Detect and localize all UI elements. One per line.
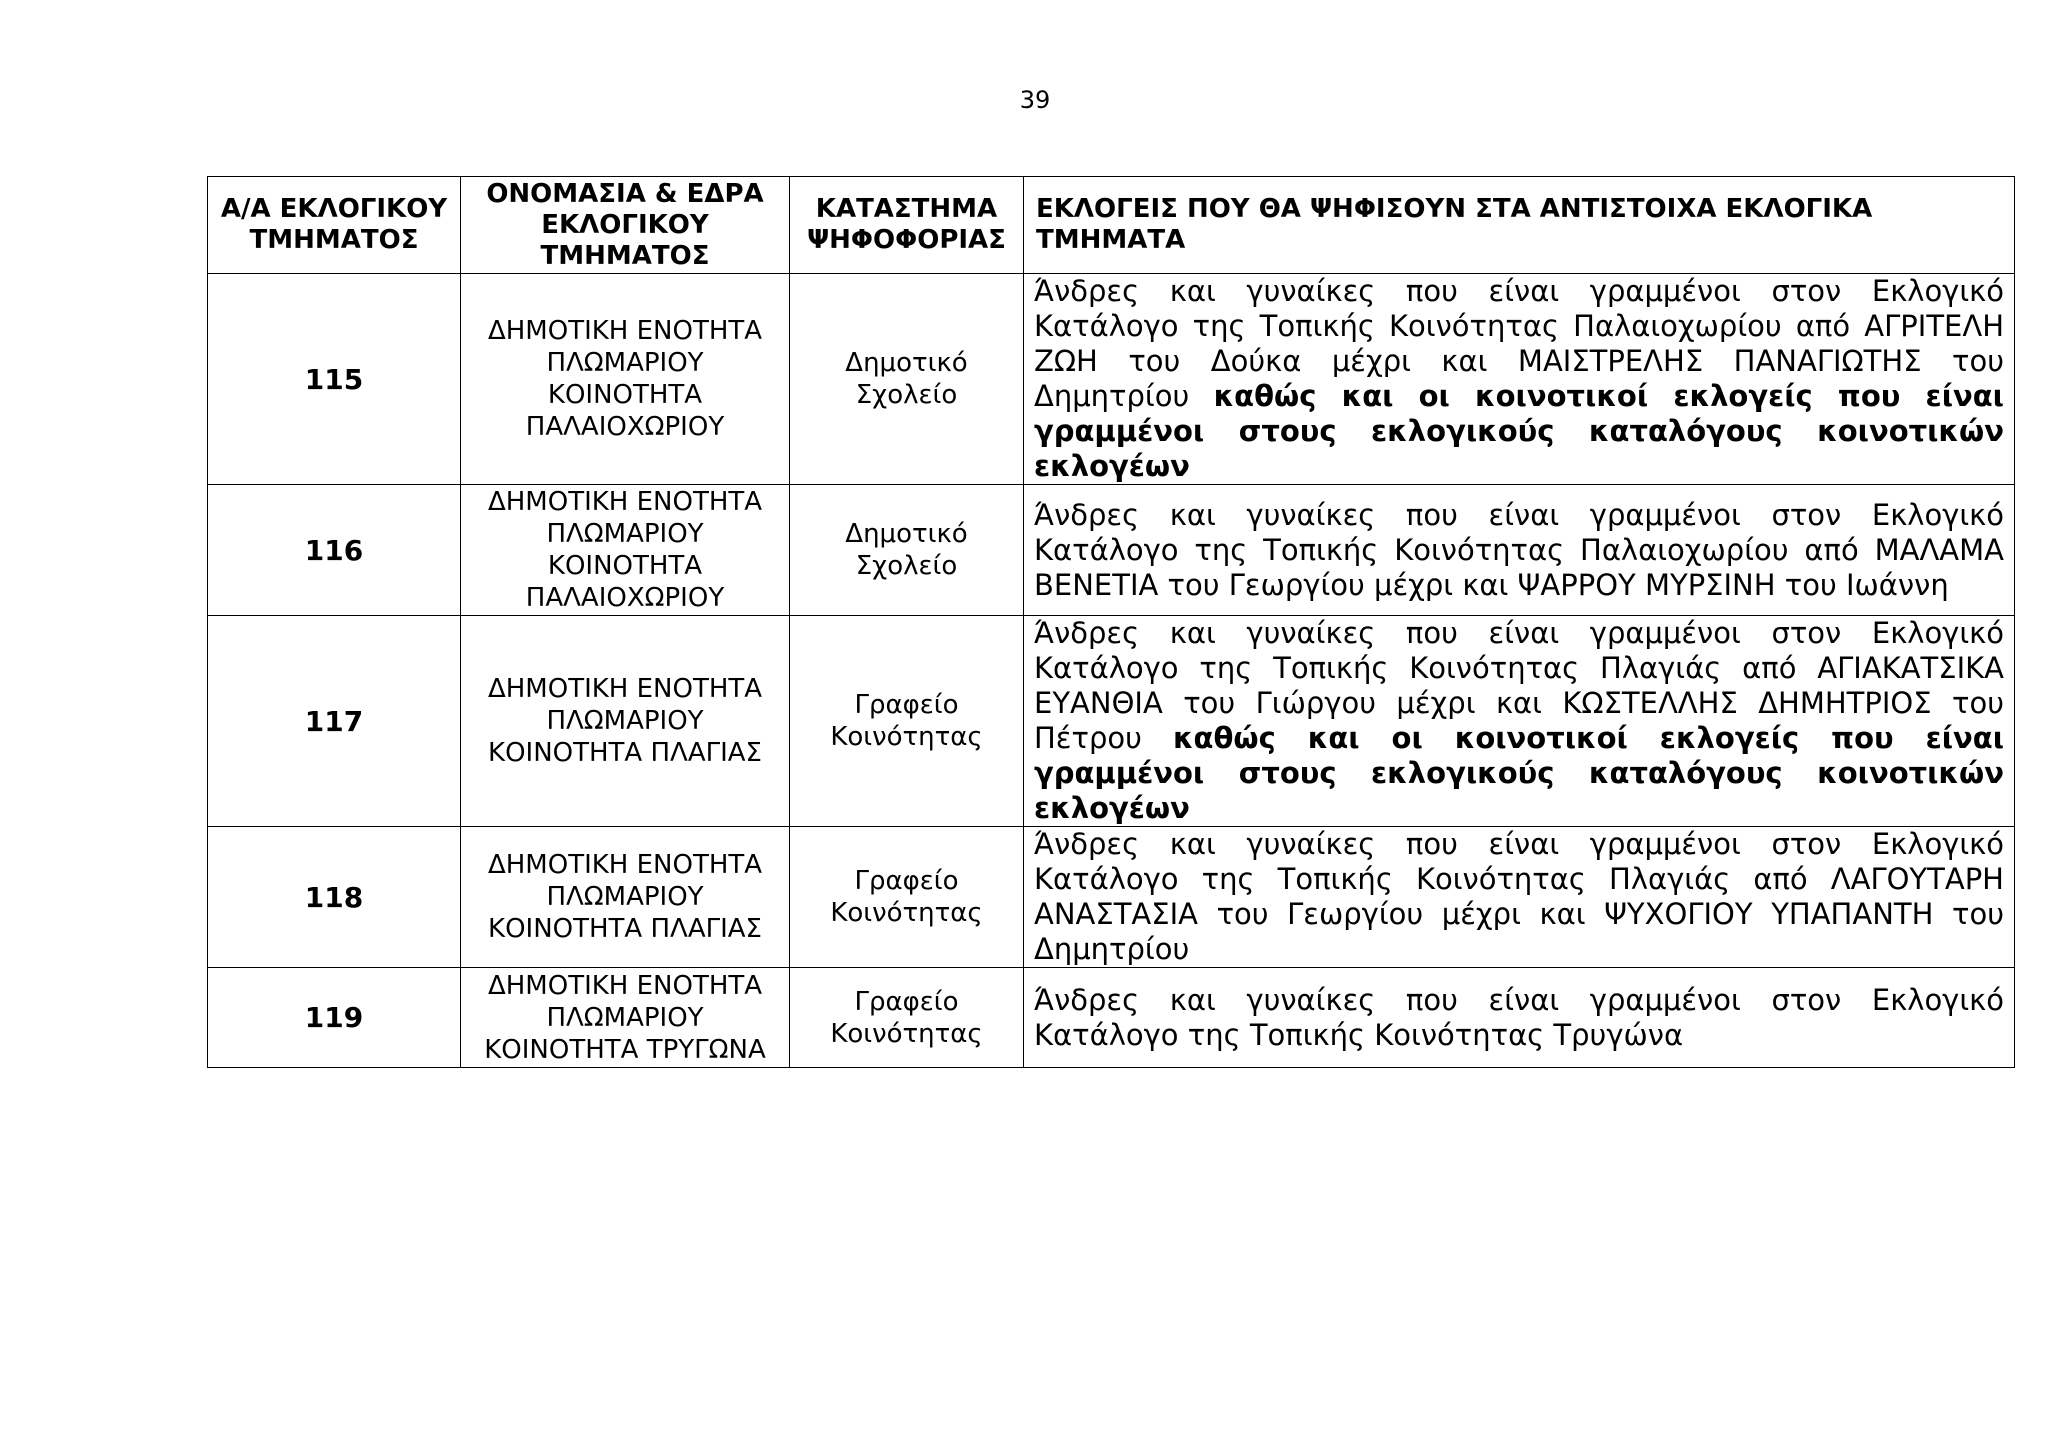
voters-description (1024, 485, 2015, 616)
section-name-line: ΔΗΜΟΤΙΚΗ ΕΝΟΤΗΤΑ (487, 850, 763, 880)
voters-text: Άνδρες και γυναίκες που είναι γραμμένοι στον Εκλογικό Κατάλογο της Τοπικής Κοινότητας Παλαιοχωρίου από ΑΓΡΙΤΕΛΗ ΖΩΗ του Δούκα μέχρι και ΜΑΙΣΤΡΕΛΗΣ ΠΑΝΑΓΙΩΤΗΣ του Δημητρίου (1034, 274, 2004, 413)
voters-text-bold: καθώς και οι κοινοτικοί εκλογείς που είναι γραμμένοι στους εκλογικούς καταλόγους κοινοτικών εκλογέων (1034, 379, 2004, 483)
voters-text-bold: καθώς και οι κοινοτικοί εκλογείς που είναι γραμμένοι στους εκλογικούς καταλόγους κοινοτικών εκλογέων (1034, 721, 2004, 825)
section-number: 119 (208, 968, 461, 1068)
polling-station-line: Κοινότητας (830, 722, 983, 752)
voters-description (1024, 968, 2015, 1068)
polling-station-line: Δημοτικό Σχολείο (845, 519, 968, 581)
section-number: 116 (208, 485, 461, 616)
table-row (208, 827, 2015, 968)
table-row (208, 485, 2015, 616)
polling-station-line: Γραφείο (854, 866, 959, 896)
polling-station-line: Γραφείο (854, 690, 959, 720)
polling-station-line: Κοινότητας (830, 898, 983, 928)
section-name (461, 274, 790, 485)
section-name-line: ΠΛΩΜΑΡΙΟΥ (546, 519, 704, 549)
polling-station (790, 616, 1024, 827)
table-row (208, 616, 2015, 827)
voters-description (1024, 827, 2015, 968)
section-number: 115 (208, 274, 461, 485)
section-name-line: ΚΟΙΝΟΤΗΤΑ ΠΛΑΓΙΑΣ (488, 914, 762, 944)
section-name-line: ΔΗΜΟΤΙΚΗ ΕΝΟΤΗΤΑ (487, 487, 763, 517)
section-name (461, 968, 790, 1068)
section-name-line: ΔΗΜΟΤΙΚΗ ΕΝΟΤΗΤΑ (487, 970, 763, 1001)
section-name (461, 616, 790, 827)
page-number: 39 (1019, 86, 1051, 114)
voters-description (1024, 274, 2015, 485)
table-row (208, 968, 2015, 1068)
header-section-number: Α/Α ΕΚΛΟΓΙΚΟΥ ΤΜΗΜΑΤΟΣ (208, 177, 461, 274)
polling-sections-table (207, 176, 2015, 1068)
section-name-line: ΠΑΛΑΙΟΧΩΡΙΟΥ (525, 583, 725, 613)
section-name-line: ΚΟΙΝΟΤΗΤΑ (547, 551, 703, 581)
table-header-row (208, 177, 2015, 274)
table-row (208, 274, 2015, 485)
section-name (461, 827, 790, 968)
section-number: 118 (208, 827, 461, 968)
voters-text: Άνδρες και γυναίκες που είναι γραμμένοι στον Εκλογικό Κατάλογο της Τοπικής Κοινότητας Παλαιοχωρίου από ΜΑΛΑΜΑ ΒΕΝΕΤΙΑ του Γεωργίου μέχρι και ΨΑΡΡΟΥ ΜΥΡΣΙΝΗ του Ιωάννη (1034, 497, 2004, 602)
polling-station-line: Δημοτικό Σχολείο (845, 348, 968, 410)
header-section-name: ΟΝΟΜΑΣΙΑ & ΕΔΡΑ ΕΚΛΟΓΙΚΟΥ ΤΜΗΜΑΤΟΣ (461, 177, 790, 274)
section-name-line: ΚΟΙΝΟΤΗΤΑ ΤΡΥΓΩΝΑ (484, 1034, 766, 1065)
polling-station (790, 968, 1024, 1068)
polling-station-line: Γραφείο (854, 986, 959, 1017)
section-number: 117 (208, 616, 461, 827)
section-name-line: ΚΟΙΝΟΤΗΤΑ (547, 380, 703, 410)
voters-text: Άνδρες και γυναίκες που είναι γραμμένοι στον Εκλογικό Κατάλογο της Τοπικής Κοινότητας Τρυγώνα (1034, 982, 2004, 1052)
voters-description (1024, 616, 2015, 827)
section-name-line: ΔΗΜΟΤΙΚΗ ΕΝΟΤΗΤΑ (487, 674, 763, 704)
section-name-line: ΠΛΩΜΑΡΙΟΥ (546, 882, 704, 912)
section-name-line: ΠΛΩΜΑΡΙΟΥ (546, 1002, 704, 1033)
section-name (461, 485, 790, 616)
section-name-line: ΠΛΩΜΑΡΙΟΥ (546, 348, 704, 378)
section-name-line: ΠΑΛΑΙΟΧΩΡΙΟΥ (525, 412, 725, 442)
header-voters: ΕΚΛΟΓΕΙΣ ΠΟΥ ΘΑ ΨΗΦΙΣΟΥΝ ΣΤΑ ΑΝΤΙΣΤΟΙΧΑ ΕΚΛΟΓΙΚΑ ΤΜΗΜΑΤΑ (1024, 177, 2015, 274)
polling-station-line: Κοινότητας (830, 1018, 983, 1049)
polling-station (790, 485, 1024, 616)
voters-text: Άνδρες και γυναίκες που είναι γραμμένοι στον Εκλογικό Κατάλογο της Τοπικής Κοινότητας Πλαγιάς από ΑΓΙΑΚΑΤΣΙΚΑ ΕΥΑΝΘΙΑ του Γιώργου μέχρι και ΚΩΣΤΕΛΛΗΣ ΔΗΜΗΤΡΙΟΣ του Πέτρου (1034, 616, 2004, 755)
section-name-line: ΚΟΙΝΟΤΗΤΑ ΠΛΑΓΙΑΣ (488, 738, 762, 768)
polling-station (790, 827, 1024, 968)
section-name-line: ΔΗΜΟΤΙΚΗ ΕΝΟΤΗΤΑ (487, 316, 763, 346)
section-name-line: ΠΛΩΜΑΡΙΟΥ (546, 706, 704, 736)
header-polling-station: ΚΑΤΑΣΤΗΜΑ ΨΗΦΟΦΟΡΙΑΣ (790, 177, 1024, 274)
polling-station (790, 274, 1024, 485)
voters-text: Άνδρες και γυναίκες που είναι γραμμένοι στον Εκλογικό Κατάλογο της Τοπικής Κοινότητας Πλαγιάς από ΛΑΓΟΥΤΑΡΗ ΑΝΑΣΤΑΣΙΑ του Γεωργίου μέχρι και ΨΥΧΟΓΙΟΥ ΥΠΑΠΑΝΤΗ του Δημητρίου (1034, 827, 2004, 966)
